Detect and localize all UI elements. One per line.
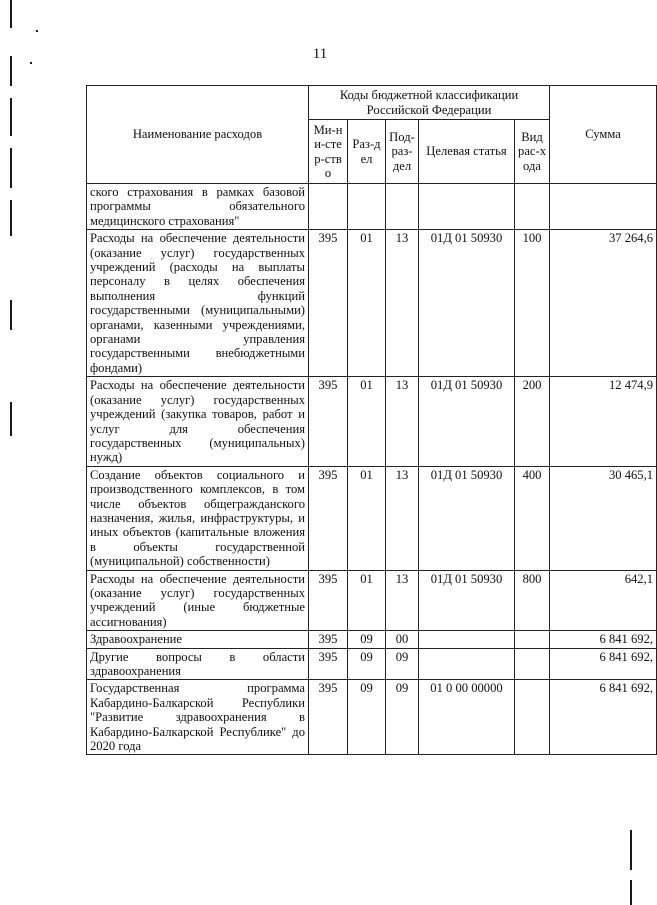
row-target: 01Д 01 50930 (419, 230, 515, 377)
row-ministry (309, 184, 348, 230)
row-target: 01Д 01 50930 (419, 570, 515, 631)
scan-edge-mark (10, 200, 12, 236)
row-target (419, 631, 515, 648)
row-type (515, 631, 550, 648)
header-ministry: Ми-ни-стер-ство (309, 120, 348, 184)
header-expense-type: Вид рас-хода (515, 120, 550, 184)
row-type (515, 648, 550, 680)
table-row (87, 631, 657, 648)
row-name: Другие вопросы в области здравоохранения (87, 648, 309, 680)
row-section: 09 (348, 631, 386, 648)
header-sum: Сумма (550, 86, 657, 184)
row-name: Расходы на обеспечение деятельности (оказание услуг) государственных учреждений (расходы на выплаты персоналу в целях обеспечения выполнения функций государственными (муниципальными) органами, казенными учреждениями, органами управления государственными внебюджетными фондами) (87, 230, 309, 377)
scan-edge-mark (10, 98, 12, 136)
row-ministry: 395 (309, 230, 348, 377)
row-section (348, 184, 386, 230)
row-type: 100 (515, 230, 550, 377)
scan-edge-mark (30, 62, 32, 64)
row-subsection: 13 (386, 570, 419, 631)
scan-edge-mark (10, 402, 12, 436)
row-subsection: 13 (386, 466, 419, 570)
row-name: Государственная программа Кабардино-Балкарской Республики "Развитие здравоохранения в Кабардино-Балкарской Республике" до 2020 года (87, 680, 309, 755)
scan-edge-mark (630, 880, 632, 905)
row-target: 01Д 01 50930 (419, 377, 515, 466)
row-target (419, 648, 515, 680)
expenses-table (86, 85, 657, 755)
row-section: 09 (348, 680, 386, 755)
row-ministry: 395 (309, 377, 348, 466)
table-row (87, 680, 657, 755)
row-name: Расходы на обеспечение деятельности (оказание услуг) государственных учреждений (закупка товаров, работ и услуг для обеспечения государственных (муниципальных) нужд) (87, 377, 309, 466)
row-sum: 642,1 (550, 570, 657, 631)
row-subsection: 13 (386, 377, 419, 466)
row-type: 800 (515, 570, 550, 631)
row-target: 01Д 01 50930 (419, 466, 515, 570)
row-sum: 6 841 692, (550, 680, 657, 755)
header-subsection: Под-раз-дел (386, 120, 419, 184)
table-row (87, 377, 657, 466)
row-section: 01 (348, 466, 386, 570)
scan-edge-mark (630, 830, 632, 870)
row-ministry: 395 (309, 570, 348, 631)
scan-edge-mark (10, 148, 12, 188)
row-ministry: 395 (309, 648, 348, 680)
row-sum: 6 841 692, (550, 648, 657, 680)
row-type: 400 (515, 466, 550, 570)
row-sum: 12 474,9 (550, 377, 657, 466)
row-name: Создание объектов социального и производственного комплексов, в том числе объектов общегражданского назначения, жилья, инфраструктуры, и иных объектов (капитальные вложения в объекты государственной (муниципальной) собственности) (87, 466, 309, 570)
row-subsection: 00 (386, 631, 419, 648)
row-subsection: 09 (386, 680, 419, 755)
header-target: Целевая статья (419, 120, 515, 184)
header-section: Раз-дел (348, 120, 386, 184)
page-number: 11 (312, 46, 328, 62)
row-name: ского страхования в рамках базовой программы обязательного медицинского страхования" (87, 184, 309, 230)
row-type (515, 680, 550, 755)
scan-edge-mark (10, 300, 12, 330)
row-type (515, 184, 550, 230)
table-row (87, 466, 657, 570)
header-name: Наименование расходов (87, 86, 309, 184)
scan-edge-mark (36, 30, 38, 32)
scan-edge-mark (10, 56, 12, 86)
row-target: 01 0 00 00000 (419, 680, 515, 755)
row-ministry: 395 (309, 466, 348, 570)
row-name: Здравоохранение (87, 631, 309, 648)
table-row (87, 184, 657, 230)
row-section: 09 (348, 648, 386, 680)
row-section: 01 (348, 570, 386, 631)
row-subsection: 13 (386, 230, 419, 377)
table-row (87, 570, 657, 631)
row-subsection: 09 (386, 648, 419, 680)
row-sum (550, 184, 657, 230)
header-codes-group: Коды бюджетной классификации Российской Федерации (309, 86, 550, 120)
row-type: 200 (515, 377, 550, 466)
scan-edge-mark (10, 0, 12, 28)
row-sum: 37 264,6 (550, 230, 657, 377)
row-section: 01 (348, 377, 386, 466)
row-section: 01 (348, 230, 386, 377)
table-row (87, 230, 657, 377)
table-row (87, 648, 657, 680)
row-subsection (386, 184, 419, 230)
row-target (419, 184, 515, 230)
row-sum: 6 841 692, (550, 631, 657, 648)
row-name: Расходы на обеспечение деятельности (оказание услуг) государственных учреждений (иные бюджетные ассигнования) (87, 570, 309, 631)
row-ministry: 395 (309, 631, 348, 648)
row-ministry: 395 (309, 680, 348, 755)
row-sum: 30 465,1 (550, 466, 657, 570)
